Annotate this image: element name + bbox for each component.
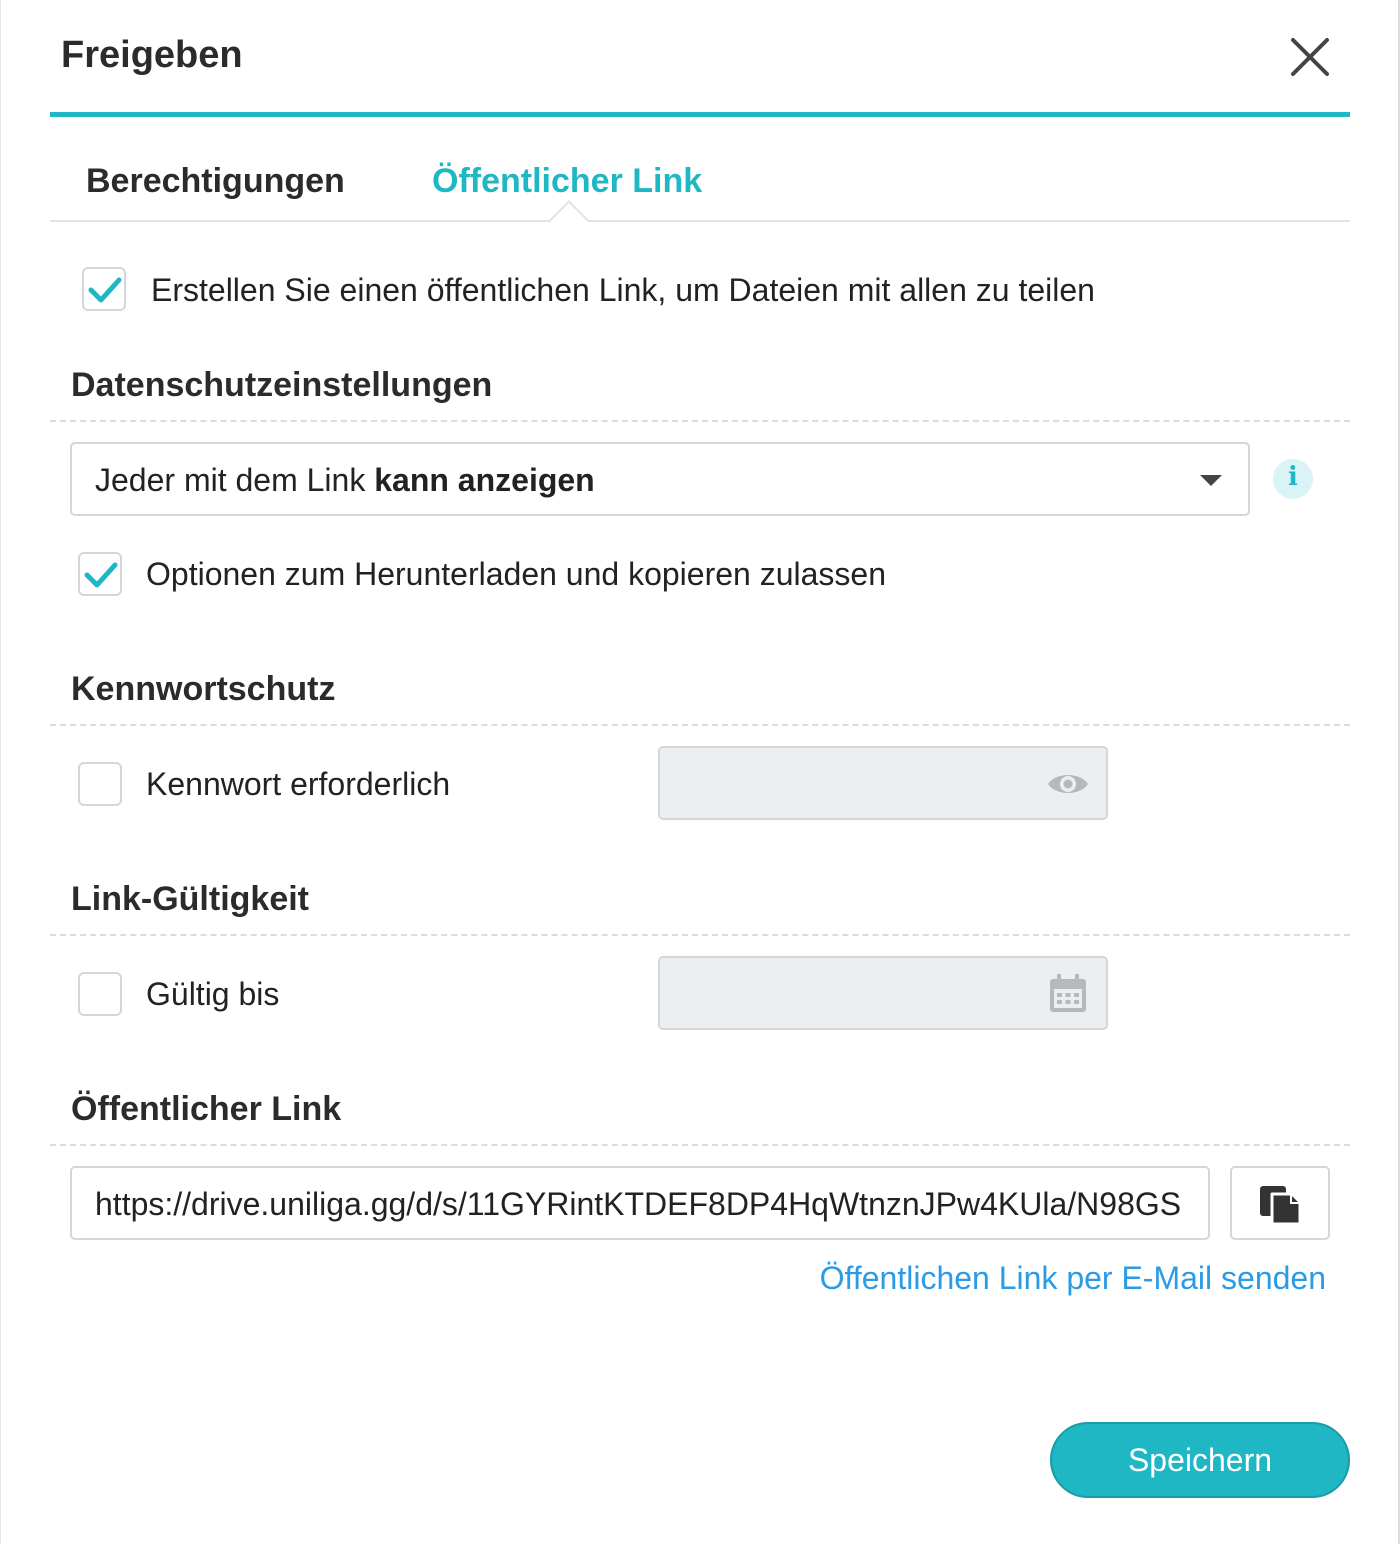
valid-until-label: Gültig bis [146,976,280,1012]
allow-download-checkbox[interactable] [78,552,122,596]
validity-divider [50,934,1350,936]
privacy-select-value: Jeder mit dem Link kann anzeigen [95,462,595,498]
password-divider [50,724,1350,726]
public-link-url: https://drive.uniliga.gg/d/s/11GYRintKTDEF8DP4HqWtnznJPw4KUla/N98GS [95,1186,1182,1222]
password-required-checkbox[interactable] [78,762,122,806]
public-link-divider [50,1144,1350,1146]
title-divider [50,112,1350,117]
copy-link-button[interactable] [1230,1166,1330,1240]
checkmark-icon [84,560,118,590]
public-link-field[interactable] [70,1166,1210,1240]
info-icon[interactable]: i [1273,459,1313,499]
password-input[interactable] [658,746,1108,820]
tab-permissions[interactable]: Berechtigungen [86,162,345,200]
valid-until-date-input[interactable] [658,956,1108,1030]
copy-icon [1258,1184,1304,1226]
email-public-link[interactable]: Öffentlichen Link per E-Mail senden [819,1260,1326,1296]
allow-download-label: Optionen zum Herunterladen und kopieren zulassen [146,556,887,592]
save-button[interactable]: Speichern [1050,1422,1350,1498]
privacy-divider [50,420,1350,422]
public-link-heading: Öffentlicher Link [71,1090,342,1128]
active-tab-indicator [549,200,589,240]
create-public-link-label: Erstellen Sie einen öffentlichen Link, um Dateien mit allen zu teilen [151,272,1095,308]
privacy-select[interactable] [70,442,1250,516]
dialog-title: Freigeben [61,34,243,76]
create-public-link-checkbox[interactable] [82,267,126,311]
password-heading: Kennwortschutz [71,670,336,708]
validity-heading: Link-Gültigkeit [71,880,309,918]
eye-icon[interactable] [1046,766,1090,802]
close-icon [1285,32,1335,82]
chevron-down-icon [1200,475,1222,486]
close-button[interactable] [1285,32,1335,82]
valid-until-checkbox[interactable] [78,972,122,1016]
tabs-divider [50,220,1350,222]
calendar-icon[interactable] [1046,972,1090,1016]
password-required-label: Kennwort erforderlich [146,766,451,802]
privacy-heading: Datenschutzeinstellungen [71,366,493,404]
checkmark-icon [88,275,122,305]
tab-public-link[interactable]: Öffentlicher Link [432,162,703,200]
